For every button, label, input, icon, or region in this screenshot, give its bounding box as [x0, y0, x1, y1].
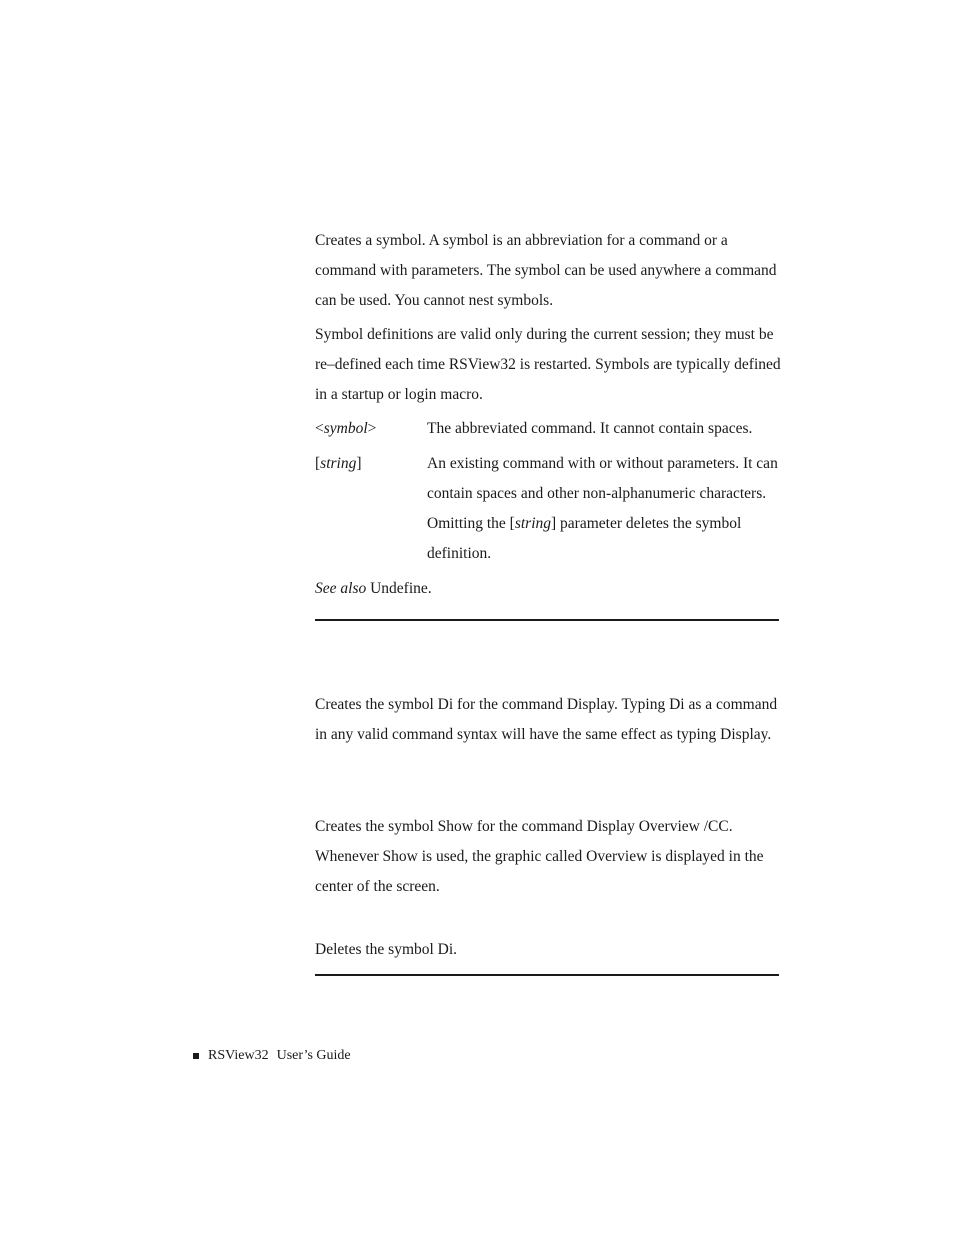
footer-bullet-icon	[193, 1053, 199, 1059]
description-before: An existing command with or without parameters. It can contain spaces and other non-alphanumeric characters. Omitting the [	[427, 455, 778, 532]
parameter-term	[315, 449, 425, 479]
parameter-description: The abbreviated command. It cannot contain spaces.	[427, 420, 753, 437]
term-name: symbol	[323, 420, 368, 437]
footer-product: RSView32	[208, 1048, 269, 1063]
example-description-1: Creates the symbol Di for the command Display. Typing Di as a command in any valid command syntax will have the same effect as typing Display.	[315, 696, 778, 743]
section-divider	[315, 619, 779, 621]
term-suffix: ]	[356, 455, 362, 472]
description-after: ] parameter deletes the symbol definition.	[427, 515, 742, 562]
description-paragraph-1: Creates a symbol. A symbol is an abbreviation for a command or a command with parameters. The symbol can be used anywhere a command can be used. You cannot nest symbols.	[315, 232, 777, 309]
parameter-term	[315, 414, 425, 444]
term-prefix: <	[315, 420, 324, 437]
see-also-text: Undefine.	[366, 580, 432, 597]
term-prefix: [	[315, 455, 321, 472]
example-description-3: Deletes the symbol Di.	[315, 941, 458, 958]
term-suffix: >	[367, 420, 377, 437]
see-also	[315, 574, 432, 604]
description-italic: string	[514, 515, 552, 532]
see-also-label: See also	[315, 580, 367, 597]
page-footer	[193, 1046, 351, 1066]
term-name: string	[320, 455, 357, 472]
example-description-2: Creates the symbol Show for the command Display Overview /CC. Whenever Show is used, the graphic called Overview is displayed in the center of the screen.	[315, 818, 764, 895]
section-divider	[315, 974, 779, 976]
footer-title: User’s Guide	[276, 1048, 351, 1063]
description-paragraph-2: Symbol definitions are valid only during the current session; they must be re–defined each time RSView32 is restarted. Symbols are typically defined in a startup or login macro.	[315, 326, 781, 403]
parameter-description	[427, 449, 781, 569]
